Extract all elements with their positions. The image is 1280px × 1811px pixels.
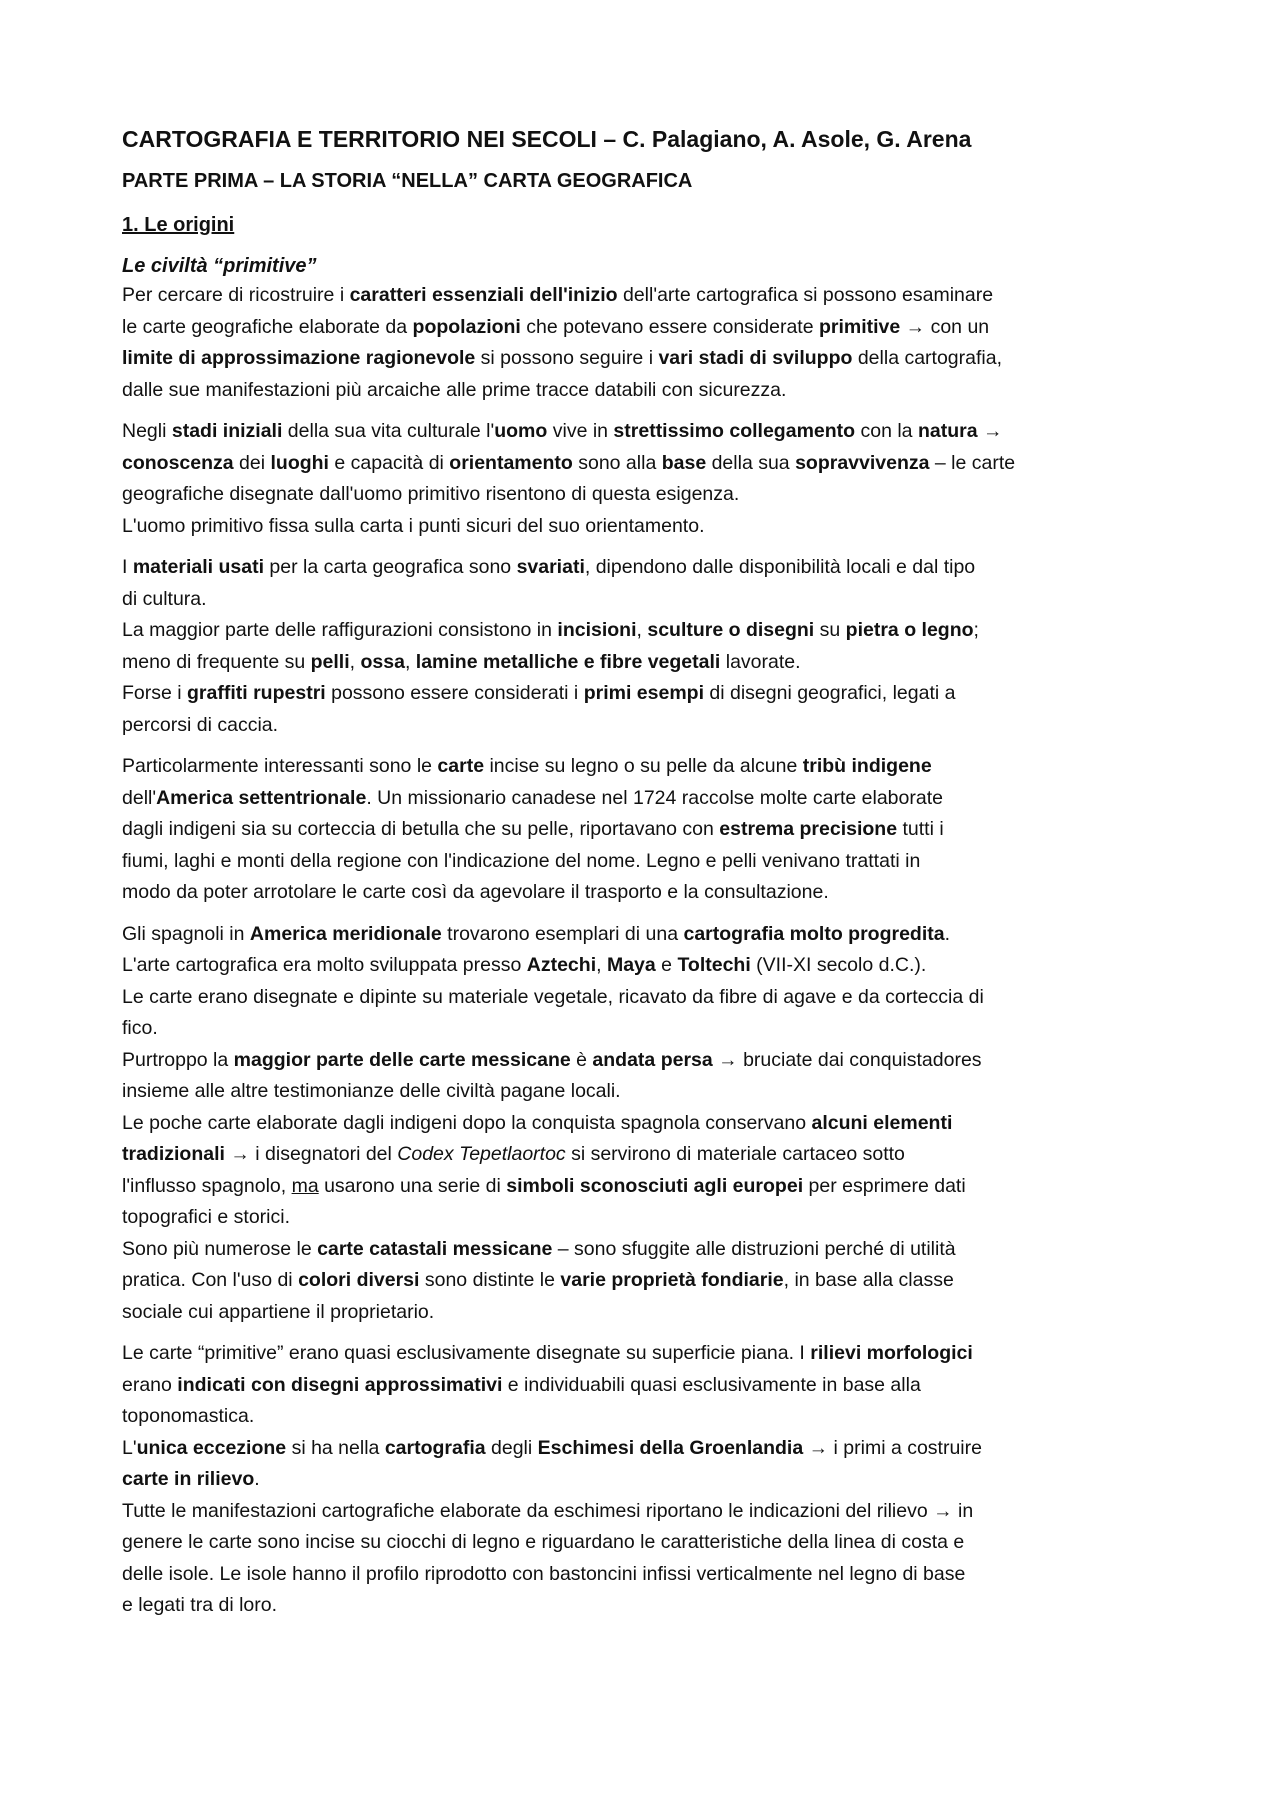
text-run: . Un missionario canadese nel 1724 raccolse molte carte elaborate: [366, 786, 943, 809]
text-line: [122, 1139, 1172, 1171]
text-run: dalle sue manifestazioni più arcaiche alle prime tracce databili con sicurezza.: [122, 378, 787, 401]
text-line: [122, 1265, 1172, 1297]
text-run: sono distinte le: [419, 1269, 561, 1291]
text-run: Tutte le manifestazioni cartografiche elaborate da eschimesi riportano le indicazioni del rilievo → in: [122, 1499, 974, 1522]
text-run: L': [122, 1436, 137, 1459]
text-run: → i primi a costruire: [803, 1436, 982, 1459]
bold-text: maggior parte delle carte messicane: [233, 1048, 571, 1071]
text-run: (VII-XI secolo d.C.).: [750, 954, 927, 976]
text-line: [122, 1527, 1172, 1559]
text-line: [122, 919, 1172, 951]
text-line: [122, 615, 1172, 647]
text-run: di cultura.: [122, 587, 207, 610]
text-run: sociale cui appartiene il proprietario.: [122, 1300, 435, 1323]
text-run: l'influsso spagnolo,: [122, 1174, 292, 1197]
text-run: ,: [404, 650, 416, 673]
text-run: Le poche carte elaborate dagli indigeni dopo la conquista spagnola conservano: [122, 1111, 812, 1134]
bold-text: carte: [437, 755, 485, 777]
text-run: con la: [855, 420, 918, 442]
text-line: [122, 448, 1172, 480]
text-run: incise su legno o su pelle da alcune: [484, 755, 803, 777]
bold-text: Aztechi: [526, 954, 597, 976]
bold-text: tribù indigene: [802, 755, 932, 777]
text-run: dell'arte cartografica si possono esaminare: [617, 284, 994, 306]
text-run: ,: [596, 954, 607, 976]
bold-text: America meridionale: [249, 922, 442, 945]
bold-text: stadi iniziali: [171, 420, 283, 442]
text-run: →: [977, 420, 1003, 442]
bold-text: strettissimo collegamento: [613, 420, 856, 442]
document-body: [122, 280, 1172, 1622]
text-run: Le carte “primitive” erano quasi esclusivamente disegnate su superficie piana. I: [122, 1342, 811, 1364]
text-line: [122, 1370, 1172, 1402]
text-run: , in base alla classe: [783, 1269, 954, 1291]
text-run: è: [570, 1048, 593, 1071]
text-run: meno di frequente su: [122, 650, 311, 673]
text-run: I: [122, 556, 133, 578]
bold-text: conoscenza: [122, 451, 234, 474]
text-run: si possono seguire i: [475, 347, 659, 369]
paragraph: [122, 919, 1172, 1329]
bold-text: ossa: [360, 650, 405, 673]
chapter-heading: 1. Le origini: [122, 214, 235, 236]
text-line: [122, 1559, 1172, 1591]
text-run: dei: [233, 451, 271, 474]
text-run: .: [944, 922, 951, 945]
text-run: di disegni geografici, legati a: [703, 682, 956, 704]
text-line: [122, 1464, 1172, 1496]
text-run: ,: [636, 619, 648, 641]
text-line: [122, 479, 1172, 511]
text-run: Negli: [122, 420, 172, 442]
paragraph: [122, 1338, 1172, 1622]
text-line: [122, 343, 1172, 375]
bold-text: Maya: [606, 954, 656, 976]
text-run: degli: [485, 1436, 538, 1459]
part-heading: PARTE PRIMA – LA STORIA “NELLA” CARTA GEOGRAFICA: [122, 170, 693, 192]
text-run: Gli spagnoli in: [122, 922, 250, 945]
text-line: [122, 312, 1172, 344]
text-run: L'arte cartografica era molto sviluppata presso: [122, 954, 527, 976]
text-run: tutti i: [897, 818, 944, 840]
text-line: [122, 678, 1172, 710]
text-run: Le carte erano disegnate e dipinte su materiale vegetale, ricavato da fibre di agave e da corteccia di: [122, 985, 984, 1008]
paragraph: [122, 416, 1172, 542]
text-run: ,: [349, 650, 361, 673]
bold-text: sculture o disegni: [647, 619, 815, 641]
bold-text: estrema precisione: [719, 818, 898, 840]
bold-text: cartografia: [384, 1436, 486, 1459]
text-run: modo da poter arrotolare le carte così da agevolare il trasporto e la consultazione.: [122, 881, 829, 903]
document-title: CARTOGRAFIA E TERRITORIO NEI SECOLI – C. Palagiano, A. Asole, G. Arena: [122, 126, 972, 152]
bold-text: luoghi: [270, 451, 329, 474]
bold-text: orientamento: [449, 451, 573, 474]
text-run: per esprimere dati: [803, 1174, 966, 1197]
text-line: [122, 1338, 1172, 1370]
text-run: , dipendono dalle disponibilità locali e dal tipo: [584, 556, 976, 578]
text-line: [122, 416, 1172, 448]
bold-text: uomo: [494, 420, 548, 442]
section-heading: Le civiltà “primitive”: [122, 255, 317, 277]
text-run: della cartografia,: [852, 347, 1003, 369]
text-line: [122, 280, 1172, 312]
bold-text: lamine metalliche e fibre vegetali: [415, 650, 721, 673]
document-page: [122, 124, 1172, 1632]
text-line: [122, 552, 1172, 584]
bold-text: indicati con disegni approssimativi: [177, 1373, 503, 1396]
text-line: [122, 647, 1172, 679]
bold-text: primi esempi: [583, 682, 704, 704]
bold-text: cartografia molto progredita: [683, 922, 945, 945]
text-line: [122, 1013, 1172, 1045]
text-run: delle isole. Le isole hanno il profilo riprodotto con bastoncini infissi verticalmente nel legno di base: [122, 1562, 966, 1585]
text-run: genere le carte sono incise su ciocchi di legno e riguardano le caratteristiche della linea di costa e: [122, 1531, 965, 1553]
text-line: [122, 1234, 1172, 1266]
bold-text: Toltechi: [677, 954, 751, 976]
bold-text: colori diversi: [298, 1269, 420, 1291]
text-run: trovarono esemplari di una: [441, 922, 684, 945]
text-run: Forse i: [122, 682, 188, 704]
text-run: pratica. Con l'uso di: [122, 1269, 299, 1291]
text-run: Per cercare di ricostruire i: [122, 284, 350, 306]
text-run: Purtroppo la: [122, 1048, 234, 1071]
text-line: [122, 982, 1172, 1014]
text-run: dell': [122, 786, 157, 809]
text-run: per la carta geografica sono: [263, 556, 517, 578]
bold-text: graffiti rupestri: [187, 682, 326, 704]
bold-text: varie proprietà fondiarie: [560, 1269, 784, 1291]
bold-text: caratteri essenziali dell'inizio: [349, 284, 618, 306]
text-line: [122, 950, 1172, 982]
bold-text: base: [661, 451, 707, 474]
text-run: erano: [122, 1373, 178, 1396]
bold-text: tradizionali: [122, 1143, 225, 1165]
text-run: lavorate.: [720, 650, 801, 673]
bold-text: popolazioni: [412, 315, 521, 338]
text-line: [122, 1433, 1172, 1465]
text-line: [122, 511, 1172, 543]
bold-text: primitive: [818, 315, 901, 338]
bold-text: America settentrionale: [156, 786, 367, 809]
bold-text: vari stadi di sviluppo: [658, 347, 853, 369]
paragraph: [122, 280, 1172, 406]
text-line: [122, 584, 1172, 616]
text-line: [122, 1045, 1172, 1077]
text-run: toponomastica.: [122, 1405, 255, 1427]
text-run: fico.: [122, 1017, 158, 1039]
text-run: della sua vita culturale l': [282, 420, 495, 442]
text-line: [122, 783, 1172, 815]
text-run: → i disegnatori del: [224, 1143, 398, 1165]
text-run: – sono sfuggite alle distruzioni perché di utilità: [552, 1237, 956, 1260]
text-line: [122, 1171, 1172, 1203]
text-run: sono alla: [572, 451, 662, 474]
bold-text: unica eccezione: [136, 1436, 287, 1459]
bold-text: Eschimesi della Groenlandia: [537, 1436, 804, 1459]
text-line: [122, 1108, 1172, 1140]
bold-text: carte in rilievo: [122, 1468, 255, 1490]
text-run: fiumi, laghi e monti della regione con l'indicazione del nome. Legno e pelli venivano trattati in: [122, 849, 921, 872]
text-run: – le carte: [929, 451, 1016, 474]
text-line: [122, 751, 1172, 783]
text-line: [122, 846, 1172, 878]
text-run: La maggior parte delle raffigurazioni consistono in: [122, 619, 558, 641]
text-run: Particolarmente interessanti sono le: [122, 755, 438, 777]
text-run: topografici e storici.: [122, 1206, 290, 1228]
italic-text: Codex Tepetlaortoc: [397, 1143, 566, 1165]
text-run: .: [254, 1468, 260, 1490]
text-run: usarono una serie di: [318, 1174, 507, 1197]
text-run: percorsi di caccia.: [122, 713, 279, 736]
text-run: vive in: [547, 420, 614, 442]
text-run: possono essere considerati i: [325, 682, 584, 704]
text-line: [122, 1401, 1172, 1433]
text-run: insieme alle altre testimonianze delle civiltà pagane locali.: [122, 1080, 621, 1102]
bold-text: svariati: [516, 556, 585, 578]
text-run: le carte geografiche elaborate da: [122, 315, 413, 338]
text-run: L'uomo primitivo fissa sulla carta i punti sicuri del suo orientamento.: [122, 514, 705, 537]
paragraph: [122, 552, 1172, 741]
text-run: e individuabili quasi esclusivamente in base alla: [502, 1373, 921, 1396]
bold-text: rilievi morfologici: [810, 1342, 973, 1364]
underlined-text: ma: [291, 1174, 319, 1197]
bold-text: alcuni elementi: [811, 1111, 953, 1134]
text-line: [122, 814, 1172, 846]
bold-text: materiali usati: [132, 556, 264, 578]
text-line: [122, 1076, 1172, 1108]
text-line: [122, 1496, 1172, 1528]
text-run: → bruciate dai conquistadores: [712, 1048, 982, 1071]
text-run: → con un: [900, 315, 990, 338]
bold-text: natura: [917, 420, 978, 442]
text-line: [122, 1590, 1172, 1622]
text-run: ;: [973, 619, 979, 641]
text-run: e legati tra di loro.: [122, 1594, 278, 1616]
bold-text: sopravvivenza: [795, 451, 930, 474]
text-run: si servirono di materiale cartaceo sotto: [565, 1143, 905, 1165]
text-line: [122, 1202, 1172, 1234]
text-run: e: [655, 954, 678, 976]
bold-text: andata persa: [592, 1048, 713, 1071]
text-run: che potevano essere considerate: [520, 315, 819, 338]
text-run: si ha nella: [286, 1436, 385, 1459]
text-run: dagli indigeni sia su corteccia di betulla che su pelle, riportavano con: [122, 818, 720, 840]
text-line: [122, 710, 1172, 742]
paragraph: [122, 751, 1172, 909]
text-line: [122, 877, 1172, 909]
text-line: [122, 375, 1172, 407]
bold-text: pelli: [310, 650, 350, 673]
text-run: su: [814, 619, 846, 641]
bold-text: carte catastali messicane: [317, 1237, 553, 1260]
text-run: della sua: [706, 451, 796, 474]
text-run: e capacità di: [328, 451, 450, 474]
text-line: [122, 1297, 1172, 1329]
bold-text: limite di approssimazione ragionevole: [122, 347, 476, 369]
bold-text: simboli sconosciuti agli europei: [506, 1174, 804, 1197]
bold-text: incisioni: [557, 619, 637, 641]
text-run: Sono più numerose le: [122, 1237, 318, 1260]
text-run: geografiche disegnate dall'uomo primitivo risentono di questa esigenza.: [122, 483, 740, 505]
bold-text: pietra o legno: [845, 619, 974, 641]
